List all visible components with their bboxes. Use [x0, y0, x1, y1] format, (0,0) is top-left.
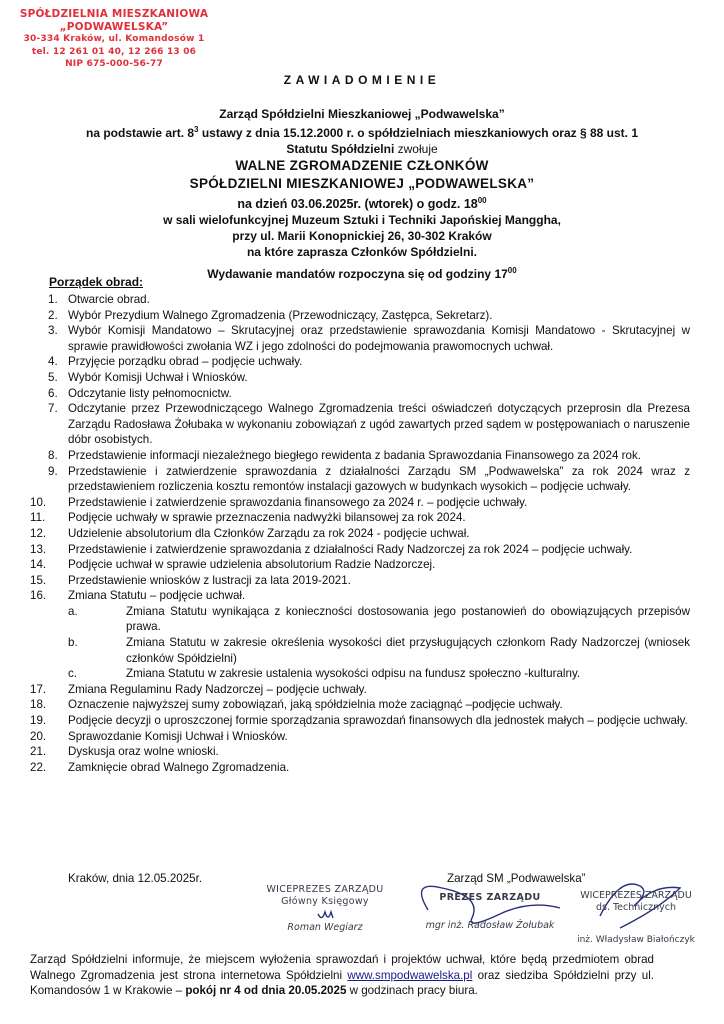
agenda-item-text: Przedstawienie i zatwierdzenie sprawozdania finansowego za 2024 r. – podjęcie uchwały.: [68, 495, 528, 509]
mandate-info: Wydawanie mandatów rozpoczyna się od godziny $17^{00}$: [207, 266, 517, 282]
agenda-item-number: 19.: [30, 714, 47, 728]
agenda-list: [30, 292, 690, 775]
meeting-date: na dzień 03.06.2025r. (wtorek) o godz. $18^{00}$: [237, 196, 487, 212]
agenda-item-number: 10.: [30, 495, 47, 509]
agenda-item-text: Podjęcie decyzji o uproszczonej formie sporządzania sprawozdań finansowych dla jednostek małych – podjęcie uchwały.: [68, 714, 688, 728]
agenda-item-number: 6.: [48, 386, 58, 400]
notice-header: [0, 106, 724, 282]
agenda-item: [30, 292, 690, 308]
agenda-item-number: 4.: [48, 355, 58, 369]
header-line-8: przy ul. Marii Konopnickiej 26, 30-302 Kraków: [232, 229, 492, 244]
agenda-item-number: 1.: [48, 293, 58, 306]
agenda-item-number: 21.: [30, 745, 47, 759]
agenda-subitem-letter: b.: [68, 636, 78, 650]
agenda-item-text: Wybór Prezydium Walnego Zgromadzenia (Przewodniczący, Zastępca, Sekretarz).: [68, 308, 493, 322]
agenda-item: [30, 729, 690, 745]
agenda-item: [30, 354, 690, 370]
agenda-item: [30, 760, 690, 776]
board-label: Zarząd SM „Podwawelska”: [447, 872, 586, 885]
agenda-item-text: Wybór Komisji Uchwał i Wniosków.: [68, 370, 248, 384]
cooperative-stamp: [14, 8, 214, 71]
header-line-7: w sali wielofunkcyjnej Muzeum Sztuki i Techniki Japońskiej Manggha,: [163, 213, 561, 228]
agenda-item: [30, 526, 690, 542]
header-line-4: WALNE ZGROMADZENIE CZŁONKÓW: [235, 158, 489, 173]
header-line-3: Statutu Spółdzielni zwołuje: [286, 142, 438, 156]
agenda-item-text: Odczytanie listy pełnomocnictw.: [68, 386, 232, 400]
agenda-subitem: [68, 666, 690, 682]
agenda-item-number: 8.: [48, 448, 58, 462]
agenda-title: Porządek obrad:: [49, 275, 144, 289]
stamp-line-2: „PODWAWELSKA”: [59, 20, 169, 33]
agenda-item-text: Przedstawienie wniosków z lustracji za lata 2019-2021.: [68, 573, 351, 587]
footer-notice: Zarząd Spółdzielni informuje, że miejscem wyłożenia sprawozdań i projektów uchwał, które będą przedmiotem obrad Walnego Zgromadzenia jest strona internetowa Spółdzielni www.smpodwawelska.pl oraz siedziba Spółdzielni przy ul. Komandosów 1 w Krakowie – pokój nr 4 od dnia 20.05.2025 w godzinach pracy biura.: [30, 953, 654, 998]
agenda-item-text: Oznaczenie najwyższej sumy zobowiązań, jaką spółdzielnia może zaciągnąć –podjęcie uchwały.: [68, 698, 563, 712]
agenda-item-number: 3.: [48, 324, 58, 338]
website-link[interactable]: www.smpodwawelska.pl: [347, 968, 473, 982]
agenda-subitem: [68, 635, 690, 666]
agenda-item: [30, 697, 690, 713]
agenda-item: [30, 682, 690, 698]
agenda-item-number: 12.: [30, 526, 47, 540]
agenda-item-text: Sprawozdanie Komisji Uchwał i Wniosków.: [68, 729, 288, 743]
agenda-item: [30, 573, 690, 589]
agenda-item-number: 22.: [30, 760, 47, 774]
agenda-item-number: 20.: [30, 729, 47, 743]
agenda-item-number: 11.: [30, 511, 46, 525]
agenda-item-text: Podjęcie uchwał w sprawie udzielenia absolutorium Radzie Nadzorczej.: [68, 558, 436, 572]
agenda-item-number: 18.: [30, 698, 47, 712]
agenda-item: [30, 495, 690, 511]
agenda-subitem-letter: a.: [68, 604, 78, 618]
agenda-subitem: [68, 604, 690, 635]
agenda-item: [30, 308, 690, 324]
agenda-subitem-letter: c.: [68, 667, 78, 681]
agenda-item-number: 14.: [30, 558, 47, 572]
agenda-item-number: 17.: [30, 682, 47, 696]
signature-stamp-vice-president-technical: WICEPREZES ZARZĄDU ds. Technicznych inż. Władysław Białończyk: [577, 890, 695, 945]
agenda-item-text: Przedstawienie i zatwierdzenie sprawozdania z działalności Rady Nadzorczej za rok 2024 – podjęcie uchwały.: [68, 542, 633, 556]
agenda-item: [30, 713, 690, 729]
agenda-item-text: Przedstawienie i zatwierdzenie sprawozdania z działalności Zarządu SM „Podwawelska” za rok 2024 wraz z przedstawieniem rozliczenia kosztu remontów instalacji gazowych w budynkach wysokich – podjęcie uchwały.: [68, 464, 690, 494]
stamp-line-1: SPÓŁDZIELNIA MIESZKANIOWA: [19, 8, 209, 20]
stamp-line-4: tel. 12 261 01 40, 12 266 13 06: [31, 46, 197, 57]
header-line-2: na podstawie art. $8^3$ ustawy z dnia 15.12.2000 r. o spółdzielniach mieszkaniowych oraz § 88 ust. 1: [86, 125, 638, 140]
place-date: Kraków, dnia 12.05.2025r.: [68, 872, 203, 885]
agenda-subitems: [68, 604, 690, 682]
agenda-item-text: Otwarcie obrad.: [68, 293, 150, 306]
stamp-line-3: 30-334 Kraków, ul. Komandosów 1: [23, 34, 205, 44]
agenda-item-number: 9.: [48, 464, 58, 478]
signature-stamp-vice-president-finance: WICEPREZES ZARZĄDU Główny Księgowy Roman Wegiarz: [266, 884, 384, 933]
stamp-line-5: NIP 675-000-56-77: [65, 59, 163, 69]
agenda-item-number: 2.: [48, 308, 58, 322]
agenda-item-text: Wybór Komisji Mandatowo – Skrutacyjnej oraz przedstawienie sprawozdania Komisji Mandatowo - Skrutacyjnej w sprawie prawidłowości zwołania WZ i jego zdolności do podejmowania prawomocnych uchwał.: [68, 324, 690, 353]
agenda-item-number: 16.: [30, 589, 47, 603]
agenda-item: [30, 386, 690, 402]
agenda-item-number: 5.: [48, 370, 58, 384]
agenda-item: [30, 323, 690, 354]
agenda-item: [30, 557, 690, 573]
agenda-item-number: 7.: [48, 402, 58, 416]
agenda-item-text: Zmiana Statutu – podjęcie uchwał.: [68, 589, 246, 603]
agenda-item: [30, 401, 690, 448]
agenda-item-number: 15.: [30, 573, 47, 587]
agenda-subitem-text: Zmiana Statutu wynikająca z konieczności dostosowania jego postanowień do obowiązujących przepisów prawa.: [126, 604, 690, 634]
agenda-item-text: Przedstawienie informacji niezależnego biegłego rewidenta z badania Sprawozdania Finansowego za 2024 rok.: [68, 448, 641, 462]
header-line-1: Zarząd Spółdzielni Mieszkaniowej „Podwawelska”: [219, 107, 505, 121]
agenda-item: [30, 448, 690, 464]
agenda-item-text: Zamknięcie obrad Walnego Zgromadzenia.: [68, 760, 290, 774]
header-line-5: SPÓŁDZIELNI MIESZKANIOWEJ „PODWAWELSKA”: [189, 176, 535, 191]
agenda-item-text: Podjęcie uchwały w sprawie przeznaczenia nadwyżki bilansowej za rok 2024.: [68, 511, 466, 525]
signature-stamp-president: PREZES ZARZĄDU mgr inż. Radosław Żołubak: [425, 892, 555, 931]
agenda-item-text: Udzielenie absolutorium dla Członków Zarządu za rok 2024 - podjęcie uchwał.: [68, 526, 470, 540]
agenda-item: [30, 370, 690, 386]
header-line-9: na które zaprasza Członków Spółdzielni.: [246, 245, 478, 260]
agenda-item-text: Dyskusja oraz wolne wnioski.: [68, 745, 219, 759]
agenda-item: [30, 510, 690, 526]
agenda-item-text: Przyjęcie porządku obrad – podjęcie uchwały.: [68, 355, 303, 369]
agenda-item-text: Odczytanie przez Przewodniczącego Walnego Zgromadzenia treści oświadczeń dotyczących przeprosin dla Prezesa Zarządu Radosława Żołubaka w wykonaniu zobowiązań z ugód zawartych przed sądem w postępowaniach o naruszenie dóbr osobistych.: [68, 402, 690, 447]
agenda-subitem-text: Zmiana Statutu w zakresie określenia wysokości diet przysługujących członkom Rady Nadzorczej (wniosek członków Spółdzielni): [126, 636, 690, 665]
agenda-item-number: 13.: [30, 542, 47, 556]
agenda-item: [30, 744, 690, 760]
signatures-area: [0, 870, 724, 950]
agenda-subitem-text: Zmiana Statutu w zakresie ustalenia wysokości odpisu na fundusz społeczno -kulturalny.: [126, 667, 581, 681]
document-title: ZAWIADOMIENIE: [283, 73, 441, 87]
agenda-item-text: Zmiana Regulaminu Rady Nadzorczej – podjęcie uchwały.: [68, 682, 367, 696]
agenda-item: [30, 464, 690, 495]
agenda-item: [30, 542, 690, 558]
agenda-item: [30, 588, 690, 682]
